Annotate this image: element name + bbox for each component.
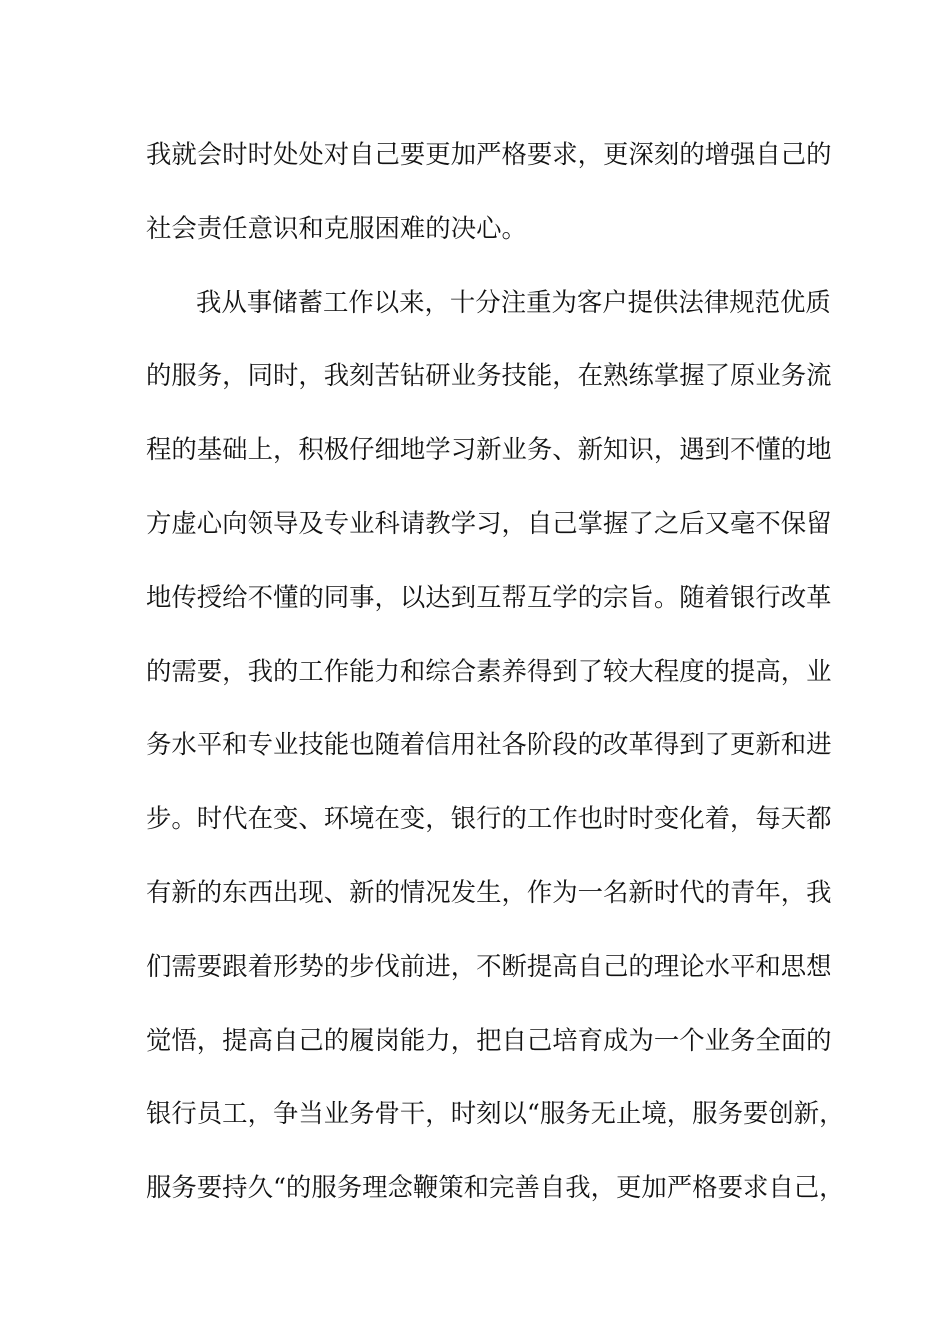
text-line: 银行员工，争当业务骨干，时刻以“服务无止境，服务要创新， bbox=[146, 1098, 845, 1129]
text-line: 程的基础上，积极仔细地学习新业务、新知识，遇到不懂的地 bbox=[146, 434, 832, 465]
text-line: 我从事储蓄工作以来，十分注重为客户提供法律规范优质 bbox=[196, 286, 831, 317]
text-line: 务水平和专业技能也随着信用社各阶段的改革得到了更新和进 bbox=[146, 729, 832, 760]
text-line: 地传授给不懂的同事，以达到互帮互学的宗旨。随着银行改革 bbox=[146, 581, 832, 612]
text-line: 觉悟，提高自己的履岗能力，把自己培育成为一个业务全面的 bbox=[146, 1024, 832, 1055]
text-line: 的需要，我的工作能力和综合素养得到了较大程度的提高，业 bbox=[146, 655, 832, 686]
text-line: 有新的东西出现、新的情况发生，作为一名新时代的青年，我 bbox=[146, 876, 832, 907]
text-line: 社会责任意识和克服困难的决心。 bbox=[146, 212, 527, 243]
text-line: 方虚心向领导及专业科请教学习，自己掌握了之后又毫不保留 bbox=[146, 507, 832, 538]
text-line: 的服务，同时，我刻苦钻研业务技能，在熟练掌握了原业务流 bbox=[146, 360, 832, 391]
text-line: 们需要跟着形势的步伐前进，不断提高自己的理论水平和思想 bbox=[146, 950, 832, 981]
text-line: 步。时代在变、环境在变，银行的工作也时时变化着，每天都 bbox=[146, 803, 832, 834]
text-line: 我就会时时处处对自己要更加严格要求，更深刻的增强自己的 bbox=[146, 139, 832, 169]
text-line: 服务要持久“的服务理念鞭策和完善自我，更加严格要求自己， bbox=[146, 1172, 845, 1203]
body-text bbox=[146, 126, 845, 1233]
